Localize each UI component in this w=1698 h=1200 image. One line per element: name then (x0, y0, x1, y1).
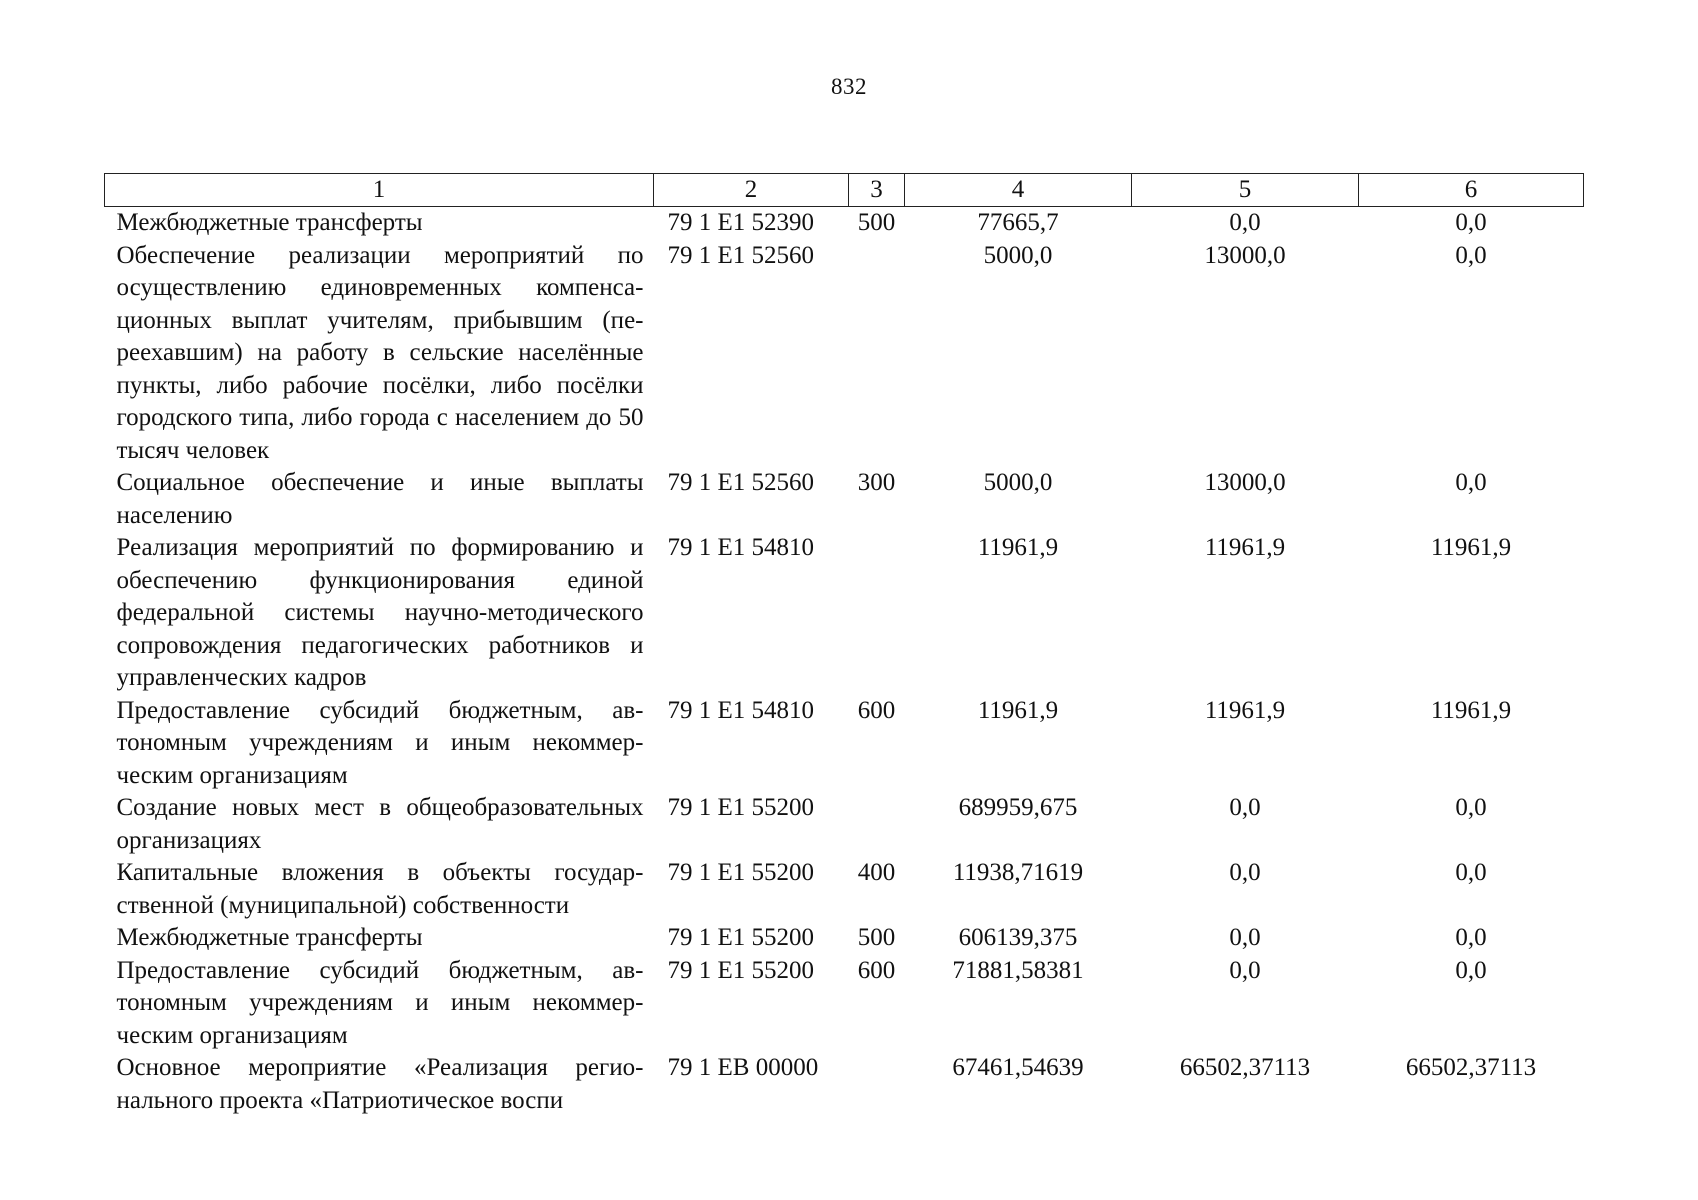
table-row (105, 955, 1584, 1053)
row-name: Создание новых мест в общеобразовательных организациях (116, 794, 644, 854)
row-expense-type: 500 (857, 924, 896, 951)
row-value-year-3: 0,0 (1455, 859, 1487, 886)
row-name: Капитальные вложения в объекты государственной (муниципальной) собственности (116, 859, 644, 919)
row-name: Предоставление субсидий бюджетным, автономным учреждениям и иным некоммерческим организациям (116, 696, 644, 789)
row-expense-type (849, 240, 905, 468)
row-value-year-3: 0,0 (1455, 956, 1487, 984)
table-header-row (105, 174, 1584, 207)
table-row (105, 695, 1584, 793)
table-row (105, 922, 1584, 955)
row-name: Межбюджетные трансферты (116, 924, 423, 951)
column-header-5: 5 (1132, 174, 1359, 207)
row-expense-type: 600 (857, 956, 896, 984)
row-name: Межбюджетные трансферты (116, 209, 423, 236)
row-expense-type: 300 (857, 469, 896, 496)
row-value-year-2: 66502,37113 (1179, 1054, 1311, 1081)
row-value-year-2: 0,0 (1229, 209, 1261, 236)
table-row (105, 467, 1584, 532)
row-code: 79 1 E1 52560 (667, 469, 815, 496)
row-code: 79 1 E1 54810 (667, 696, 815, 724)
row-value-year-3: 0,0 (1455, 209, 1487, 236)
column-header-6: 6 (1359, 174, 1584, 207)
row-name: Основное мероприятие «Реализация регионального проекта «Патриотическое воспи (116, 1054, 644, 1114)
row-code: 79 1 E1 52560 (667, 241, 815, 269)
row-value-year-3: 11961,9 (1430, 696, 1512, 724)
row-value-year-2: 0,0 (1229, 859, 1261, 886)
row-value-year-3: 0,0 (1455, 469, 1487, 496)
row-expense-type: 400 (857, 859, 896, 886)
row-value-year-3: 66502,37113 (1405, 1054, 1537, 1081)
table-row (105, 792, 1584, 857)
table-row (105, 532, 1584, 695)
row-code: 79 1 E1 55200 (667, 956, 815, 984)
row-expense-type (849, 1052, 905, 1117)
row-value-year-3: 11961,9 (1430, 534, 1512, 561)
row-value-year-1: 67461,54639 (952, 1054, 1084, 1081)
row-expense-type (849, 792, 905, 857)
row-value-year-1: 689959,675 (958, 794, 1078, 821)
column-header-1: 1 (105, 174, 654, 207)
row-name: Обеспечение реализации мероприятий по осуществлению единовременных компенсационных выплат учителям, прибывшим (переехавшим) на работу в сельские населённые пункты, либо рабочие посёлки, либо посёлки городского типа, либо города с населением до 50 тысяч человек (116, 241, 644, 464)
row-value-year-3: 0,0 (1455, 241, 1487, 269)
row-code: 79 1 E1 55200 (667, 924, 815, 951)
row-value-year-1: 11961,9 (977, 696, 1059, 724)
table-row (105, 1052, 1584, 1117)
row-value-year-1: 5000,0 (983, 469, 1053, 496)
column-header-2: 2 (654, 174, 849, 207)
row-code: 79 1 E1 52390 (667, 209, 815, 236)
table-row (105, 207, 1584, 240)
row-value-year-2: 13000,0 (1204, 469, 1286, 496)
budget-table (104, 173, 1584, 1117)
row-value-year-2: 0,0 (1229, 924, 1261, 951)
row-expense-type: 600 (857, 696, 896, 724)
table-row (105, 857, 1584, 922)
page-number: 832 (831, 74, 867, 99)
row-value-year-1: 11961,9 (977, 534, 1059, 561)
row-value-year-1: 5000,0 (983, 241, 1053, 269)
table-row (105, 240, 1584, 468)
row-value-year-2: 11961,9 (1204, 696, 1286, 724)
row-value-year-3: 0,0 (1455, 924, 1487, 951)
column-header-3: 3 (849, 174, 905, 207)
row-name: Реализация мероприятий по формированию и обеспечению функционирования единой федеральной системы научно-методического сопровождения педагогических работников и управленческих кадров (116, 534, 644, 691)
row-code: 79 1 E1 54810 (667, 534, 815, 561)
row-value-year-1: 11938,71619 (952, 859, 1084, 886)
row-value-year-3: 0,0 (1455, 794, 1487, 821)
row-value-year-2: 11961,9 (1204, 534, 1286, 561)
row-code: 79 1 E1 55200 (667, 859, 815, 886)
column-header-4: 4 (905, 174, 1132, 207)
row-value-year-1: 77665,7 (977, 209, 1059, 236)
row-expense-type (849, 532, 905, 695)
row-value-year-2: 13000,0 (1204, 241, 1286, 269)
row-value-year-2: 0,0 (1229, 956, 1261, 984)
row-code: 79 1 E1 55200 (667, 794, 815, 821)
row-name: Предоставление субсидий бюджетным, автономным учреждениям и иным некоммерческим организациям (116, 956, 644, 1049)
row-value-year-1: 71881,58381 (952, 956, 1084, 984)
row-code: 79 1 EB 00000 (667, 1054, 819, 1081)
row-name: Социальное обеспечение и иные выплаты населению (116, 469, 644, 529)
row-expense-type: 500 (857, 209, 896, 236)
row-value-year-2: 0,0 (1229, 794, 1261, 821)
row-value-year-1: 606139,375 (958, 924, 1078, 951)
